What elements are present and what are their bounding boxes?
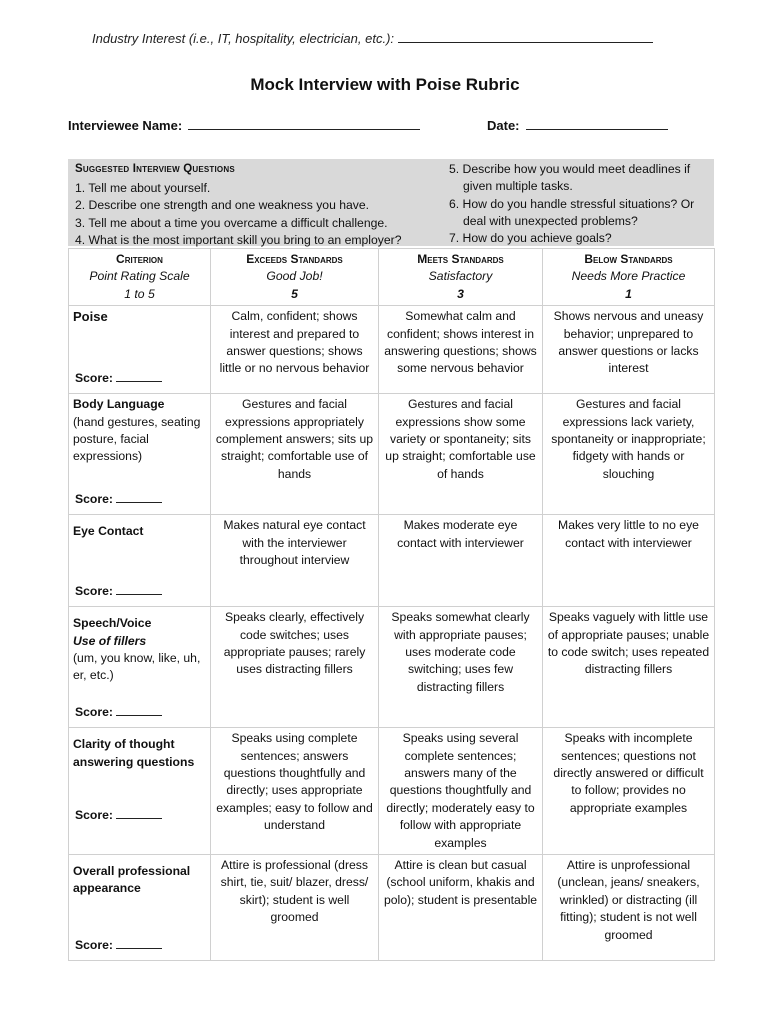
question-item: 5. Describe how you would meet deadlines if [449,162,691,176]
score-field[interactable] [75,370,162,387]
date-line [487,117,668,133]
question-item: 4. What is the most important skill you bring to an employer? [75,232,402,247]
column-points: 1 to 5 [124,286,155,301]
exceeds-cell: Speaks using complete sentences; answers questions thoughtfully and directly; uses appropriate examples; easy to follow and understand [211,728,379,855]
date-blank-field[interactable] [526,117,668,130]
name-blank-field[interactable] [188,117,420,130]
meets-cell: Speaks somewhat clearly with appropriate pauses; uses moderate code switching; uses few distracting fillers [379,607,543,728]
questions-left-list [75,180,402,249]
criterion-detail: (hand gestures, seating posture, facial expressions) [73,414,201,464]
score-blank[interactable] [116,704,162,716]
exceeds-cell: Speaks clearly, effectively code switches; uses appropriate pauses; rarely uses distracting fillers [211,607,379,728]
below-cell: Speaks with incomplete sentences; questions not directly answered or difficult to follow; provides no appropriate examples [543,728,715,855]
score-field[interactable] [75,704,162,721]
question-item: 6. How do you handle stressful situations? Or [449,196,695,211]
name-label: Interviewee Name: [68,118,183,133]
score-blank[interactable] [116,370,162,382]
criterion-cell [69,728,211,855]
column-title: Below Standards [584,252,673,266]
meets-cell: Gestures and facial expressions show some variety or spontaneity; sits up straight; comfortable use of hands [379,394,543,515]
column-title: Criterion [116,252,163,266]
column-subtitle: Point Rating Scale [89,269,190,284]
column-header-meets [379,249,543,306]
meets-cell: Attire is clean but casual (school uniform, khakis and polo); student is presentable [379,855,543,961]
score-blank[interactable] [116,807,162,819]
below-cell: Gestures and facial expressions lack variety, spontaneity or inappropriate; fidgety with hands or slouching [543,394,715,515]
score-label: Score: [75,937,113,952]
meets-cell: Makes moderate eye contact with interviewer [379,515,543,607]
below-cell: Speaks vaguely with little use of appropriate pauses; unable to code switch; uses repeated distracting fillers [543,607,715,728]
exceeds-cell: Calm, confident; shows interest and prepared to answer questions; shows little or no nervous behavior [211,306,379,394]
column-points: 3 [457,286,464,301]
criterion-subname: Use of fillers [73,633,147,648]
column-title: Exceeds Standards [246,252,343,266]
score-blank[interactable] [116,491,162,503]
column-header-below [543,249,715,306]
rubric-row-appearance [69,855,715,961]
questions-heading: Suggested Interview Questions [75,163,235,175]
question-item-continued: given multiple tasks. [463,179,573,194]
column-header-exceeds [211,249,379,306]
column-subtitle: Needs More Practice [571,269,686,284]
score-field[interactable] [75,937,162,954]
column-points: 5 [291,286,298,301]
score-field[interactable] [75,491,162,508]
criterion-name: Clarity of thought answering questions [73,737,195,769]
exceeds-cell: Gestures and facial expressions appropriately complement answers; sits up straight; comfortable use of hands [211,394,379,515]
rubric-row-speech-voice [69,607,715,728]
question-item: 1. Tell me about yourself. [75,181,211,195]
score-label: Score: [75,370,113,385]
below-cell: Makes very little to no eye contact with interviewer [543,515,715,607]
industry-interest-line [92,30,653,46]
rubric-row-eye-contact [69,515,715,607]
score-field[interactable] [75,583,162,600]
criterion-cell [69,855,211,961]
below-cell: Attire is unprofessional (unclean, jeans/ sneakers, wrinkled) or distracting (ill fitting); student is not well groomed [543,855,715,961]
rubric-table [68,248,715,961]
rubric-row-body-language [69,394,715,515]
criterion-name: Poise [73,309,108,325]
criterion-cell [69,515,211,607]
question-item-continued: deal with unexpected problems? [463,213,638,228]
question-item: 7. How do you achieve goals? [449,231,612,246]
question-item: 2. Describe one strength and one weakness you have. [75,198,370,213]
score-label: Score: [75,704,113,719]
column-points: 1 [625,286,632,301]
industry-label: Industry Interest (i.e., IT, hospitality, electrician, etc.): [92,31,395,46]
rubric-row-clarity [69,728,715,855]
criterion-name: Eye Contact [73,524,144,539]
score-label: Score: [75,583,113,598]
page-title: Mock Interview with Poise Rubric [250,75,520,94]
column-subtitle: Good Job! [266,269,323,284]
column-subtitle: Satisfactory [428,269,493,284]
exceeds-cell: Makes natural eye contact with the interviewer throughout interview [211,515,379,607]
exceeds-cell: Attire is professional (dress shirt, tie, suit/ blazer, dress/ skirt); student is well groomed [211,855,379,961]
question-item: 3. Tell me about a time you overcame a difficult challenge. [75,215,388,230]
criterion-cell [69,394,211,515]
score-label: Score: [75,491,113,506]
below-cell: Shows nervous and uneasy behavior; unprepared to answer questions or lacks interest [543,306,715,394]
criterion-name: Body Language [73,397,165,412]
interviewee-name-line [68,117,420,133]
criterion-cell [69,306,211,394]
score-field[interactable] [75,807,162,824]
column-header-criterion [69,249,211,306]
score-blank[interactable] [116,583,162,595]
rubric-row-poise [69,306,715,394]
meets-cell: Somewhat calm and confident; shows interest in answering questions; shows some nervous behavior [379,306,543,394]
score-label: Score: [75,807,113,822]
criterion-cell [69,607,211,728]
industry-blank-field[interactable] [398,30,653,43]
score-blank[interactable] [116,937,162,949]
column-title: Meets Standards [417,252,504,266]
criterion-detail: (um, you know, like, uh, er, etc.) [73,651,201,683]
criterion-name: Overall professional appearance [73,864,191,896]
questions-right-list [449,161,694,247]
meets-cell: Speaks using several complete sentences; answers many of the questions thoughtfully and directly; moderately easy to follow with appropriate examples [379,728,543,855]
rubric-header-row [69,249,715,306]
criterion-name: Speech/Voice [73,616,152,631]
date-label: Date: [487,118,520,133]
